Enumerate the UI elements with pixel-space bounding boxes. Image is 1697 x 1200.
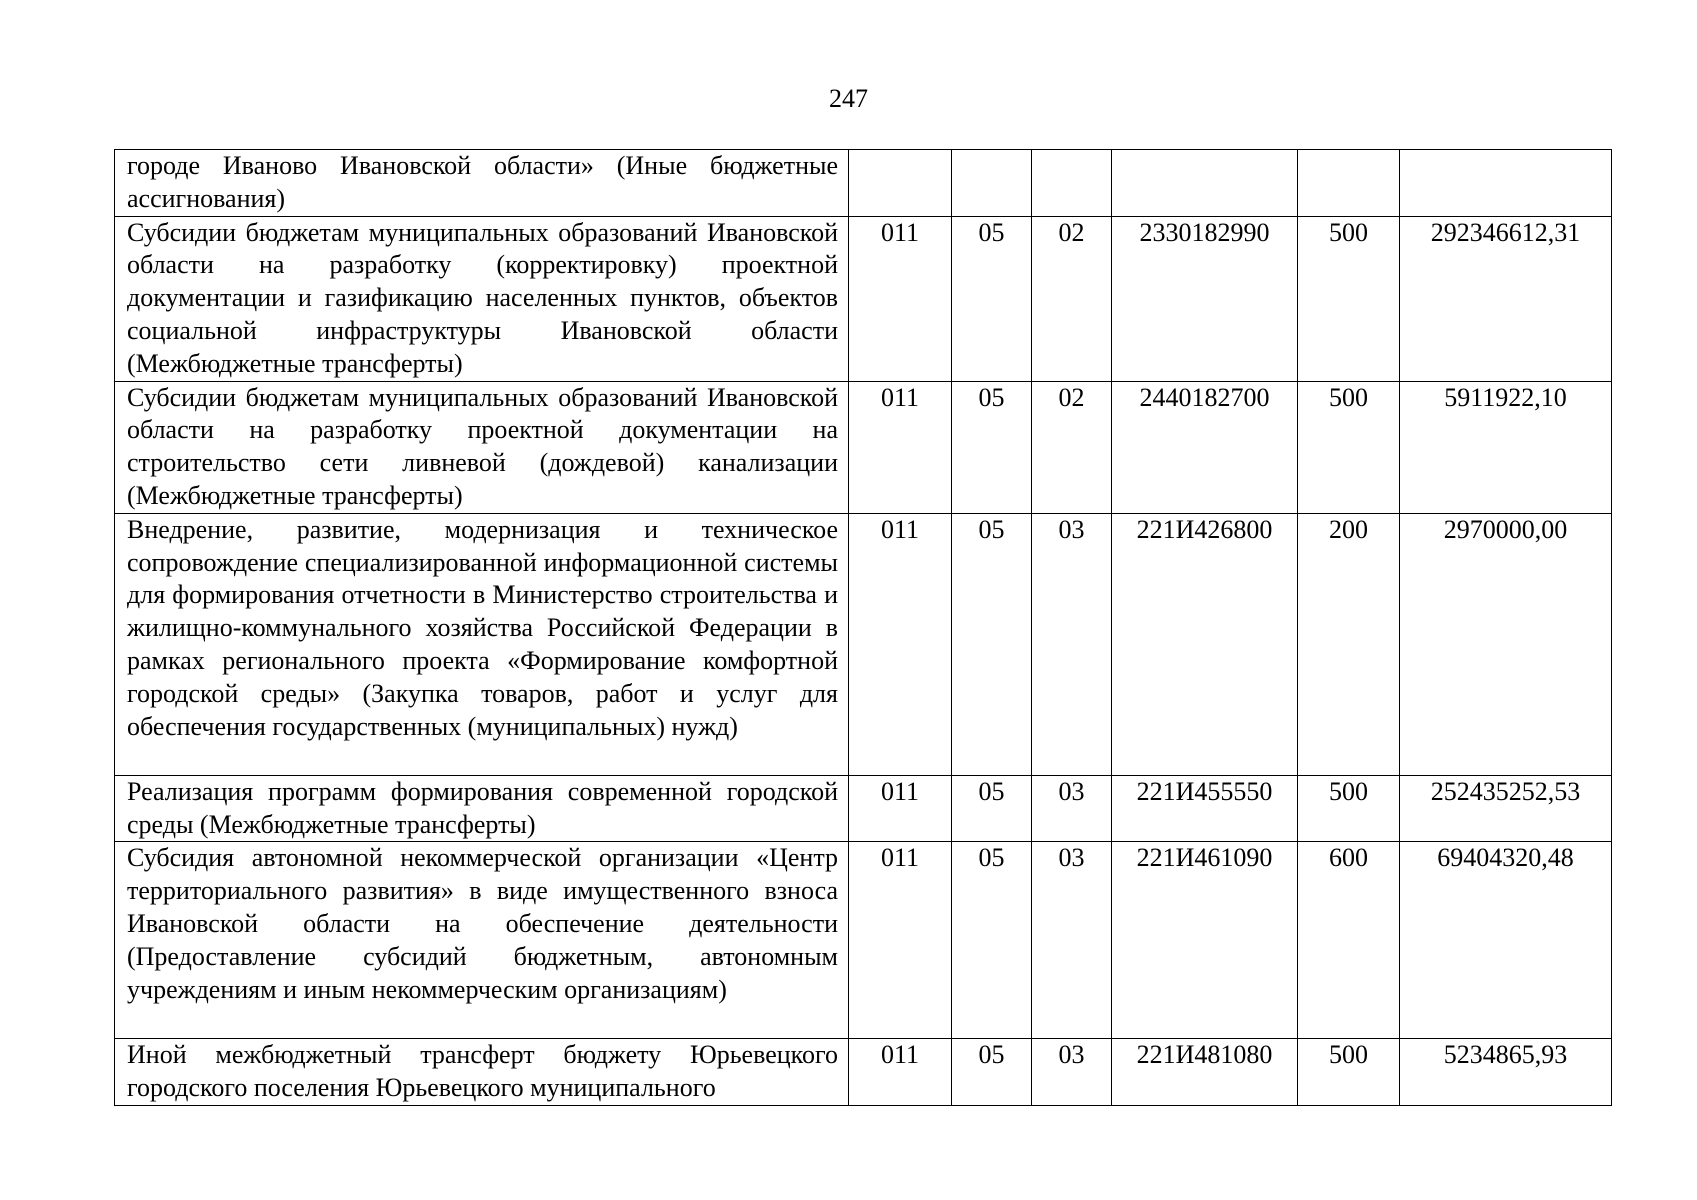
section-code: 05 [952, 513, 1032, 775]
table-row [115, 1039, 1612, 1106]
ministry-code: 011 [849, 381, 952, 513]
table-row [115, 513, 1612, 775]
table-row [115, 150, 1612, 217]
subsection-code [1032, 150, 1112, 217]
section-code: 05 [952, 775, 1032, 842]
expense-type-code: 500 [1298, 1039, 1400, 1106]
table-row [115, 775, 1612, 842]
section-code: 05 [952, 1039, 1032, 1106]
expense-type-code: 500 [1298, 775, 1400, 842]
table-row [115, 842, 1612, 1039]
target-code: 221И461090 [1112, 842, 1298, 1039]
subsection-code: 02 [1032, 216, 1112, 381]
ministry-code: 011 [849, 842, 952, 1039]
row-description: городе Иваново Ивановской области» (Иные бюджетные ассигнования) [115, 150, 849, 217]
amount [1400, 150, 1612, 217]
row-description: Субсидии бюджетам муниципальных образований Ивановской области на разработку проектной документации на строительство сети ливневой (дождевой) канализации (Межбюджетные трансферты) [115, 381, 849, 513]
expense-type-code: 500 [1298, 216, 1400, 381]
section-code [952, 150, 1032, 217]
row-description: Субсидия автономной некоммерческой организации «Центр территориального развития» в виде имущественного взноса Ивановской области на обеспечение деятельности (Предоставление субсидий бюджетным, автономным учреждениям и иным некоммерческим организациям) [115, 842, 849, 1039]
amount: 5911922,10 [1400, 381, 1612, 513]
amount: 292346612,31 [1400, 216, 1612, 381]
amount: 69404320,48 [1400, 842, 1612, 1039]
subsection-code: 02 [1032, 381, 1112, 513]
target-code: 221И426800 [1112, 513, 1298, 775]
amount: 5234865,93 [1400, 1039, 1612, 1106]
subsection-code: 03 [1032, 775, 1112, 842]
subsection-code: 03 [1032, 513, 1112, 775]
ministry-code [849, 150, 952, 217]
ministry-code: 011 [849, 513, 952, 775]
section-code: 05 [952, 842, 1032, 1039]
row-description: Субсидии бюджетам муниципальных образований Ивановской области на разработку (корректировку) проектной документации и газификацию населенных пунктов, объектов социальной инфраструктуры Ивановской области (Межбюджетные трансферты) [115, 216, 849, 381]
page-number: 247 [829, 84, 868, 113]
target-code: 2330182990 [1112, 216, 1298, 381]
section-code: 05 [952, 381, 1032, 513]
amount: 252435252,53 [1400, 775, 1612, 842]
row-description: Внедрение, развитие, модернизация и техническое сопровождение специализированной информационной системы для формирования отчетности в Министерство строительства и жилищно-коммунального хозяйства Российской Федерации в рамках регионального проекта «Формирование комфортной городской среды» (Закупка товаров, работ и услуг для обеспечения государственных (муниципальных) нужд) [115, 513, 849, 775]
subsection-code: 03 [1032, 842, 1112, 1039]
ministry-code: 011 [849, 216, 952, 381]
subsection-code: 03 [1032, 1039, 1112, 1106]
ministry-code: 011 [849, 1039, 952, 1106]
section-code: 05 [952, 216, 1032, 381]
target-code: 221И455550 [1112, 775, 1298, 842]
expense-type-code: 200 [1298, 513, 1400, 775]
budget-table [114, 149, 1612, 1106]
expense-type-code [1298, 150, 1400, 217]
row-description: Иной межбюджетный трансферт бюджету Юрьевецкого городского поселения Юрьевецкого муниципального [115, 1039, 849, 1106]
target-code [1112, 150, 1298, 217]
row-description: Реализация программ формирования современной городской среды (Межбюджетные трансферты) [115, 775, 849, 842]
table-row [115, 216, 1612, 381]
expense-type-code: 600 [1298, 842, 1400, 1039]
target-code: 221И481080 [1112, 1039, 1298, 1106]
ministry-code: 011 [849, 775, 952, 842]
amount: 2970000,00 [1400, 513, 1612, 775]
target-code: 2440182700 [1112, 381, 1298, 513]
expense-type-code: 500 [1298, 381, 1400, 513]
table-row [115, 381, 1612, 513]
